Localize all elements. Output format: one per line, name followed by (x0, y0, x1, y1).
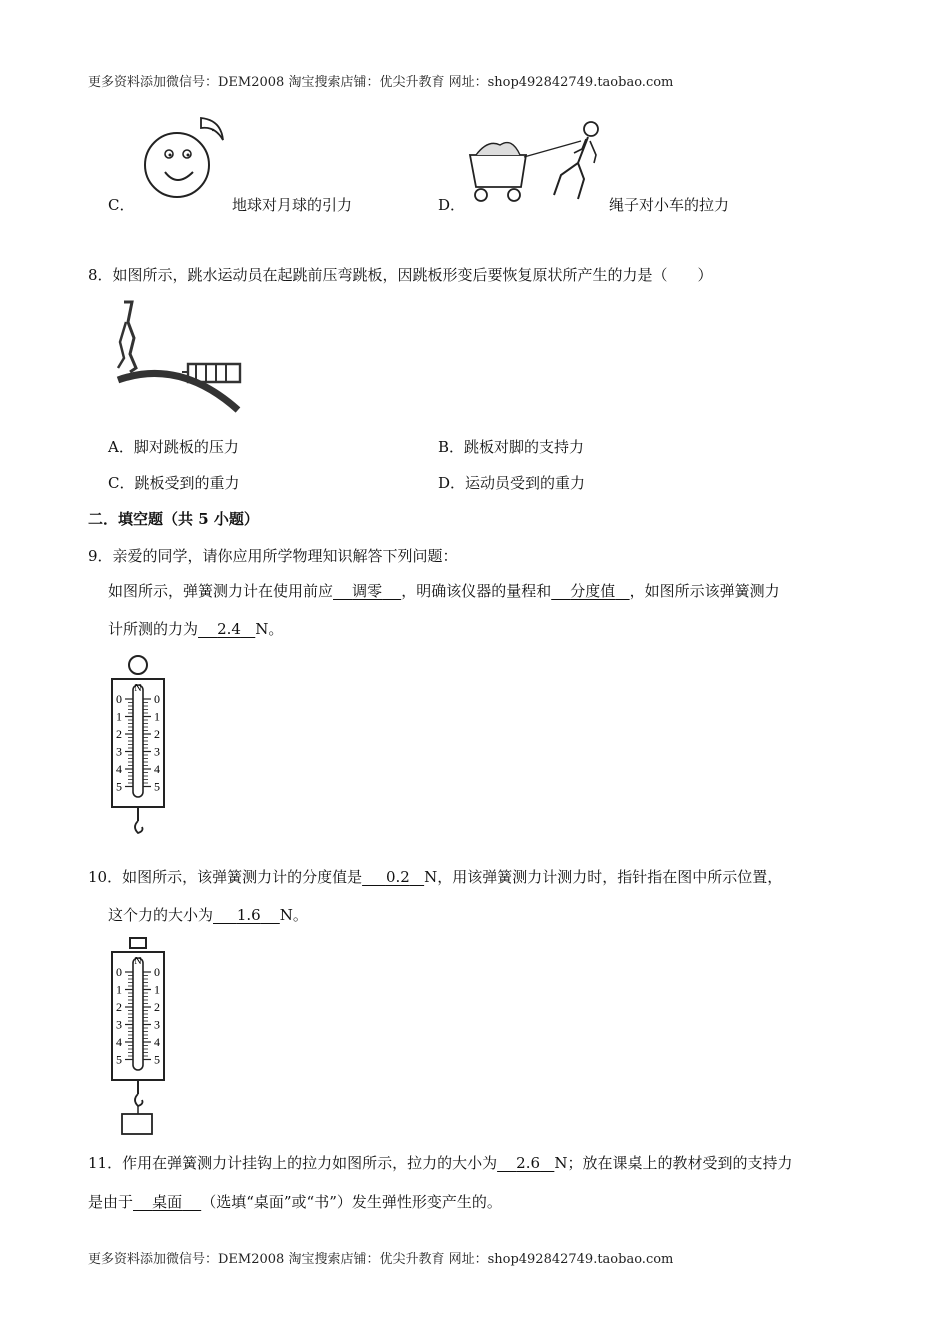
scale-tube (133, 685, 143, 797)
hook (135, 1094, 143, 1106)
tick-label-left: 0 (116, 692, 122, 706)
tick-label-right: 4 (154, 1035, 160, 1049)
tick-label-left: 0 (116, 965, 122, 979)
tick-label-left: 5 (116, 1052, 122, 1067)
q9-text-a: 如图所示，弹簧测力计在使用前应 (108, 582, 334, 600)
q11-line1 (88, 1152, 792, 1173)
tick-label-right: 4 (154, 762, 160, 776)
q11-text-c: 是由于 (88, 1193, 134, 1211)
weight-block (122, 1114, 152, 1134)
section-title: 二．填空题（共 5 小题） (88, 510, 259, 528)
q11-answer-1: 2.6 (516, 1154, 541, 1172)
tick-label-left: 1 (116, 709, 122, 724)
q11-text-d: （选填“桌面”或“书”）发生弹性形变产生的。 (201, 1193, 502, 1211)
spring-scale-q10 (108, 938, 178, 1128)
tick-label-left: 4 (116, 1035, 122, 1049)
q10-text-b: N，用该弹簧测力计测力时，指针指在图中所示位置， (424, 868, 783, 886)
hanger-ring (129, 656, 147, 674)
tick-label-left: 1 (116, 982, 122, 997)
earth-moon-figure (135, 110, 235, 210)
q10-answer-1: 0.2 (385, 868, 410, 886)
tick-label-left: 5 (116, 779, 122, 794)
tick-label-right: 0 (154, 692, 160, 706)
hanger-loop (130, 938, 146, 948)
q9-line2 (108, 618, 283, 639)
tick-label-left: 3 (116, 1017, 122, 1032)
q7-option-c-label: C． (108, 196, 135, 214)
q8-stem: 8．如图所示，跳水运动员在起跳前压弯跳板，因跳板形变后要恢复原状所产生的力是（ ） (88, 266, 713, 284)
q9-answer-2: 分度值 (570, 582, 616, 600)
q9-text-d: 计所测的力为 (108, 620, 199, 638)
tick-label-right: 3 (154, 1017, 160, 1032)
q11-line2 (88, 1191, 502, 1212)
tick-label-left: 3 (116, 744, 122, 759)
q7-option-d-label: D． (438, 196, 466, 214)
q11-answer-2: 桌面 (152, 1193, 183, 1211)
q7-option-d-text: 绳子对小车的拉力 (609, 196, 730, 214)
q9-line1 (108, 580, 780, 601)
q9-answer-3: 2.4 (217, 620, 241, 638)
q10-text-a: 10．如图所示，该弹簧测力计的分度值是 (88, 868, 363, 886)
q9-text-c: ，如图所示该弹簧测力 (629, 582, 780, 600)
diving-board-figure (110, 298, 250, 418)
tick-label-left: 2 (116, 1000, 122, 1014)
scale-tube (133, 958, 143, 1070)
q7-option-c-text: 地球对月球的引力 (232, 196, 353, 214)
tick-label-right: 0 (154, 965, 160, 979)
q9-text-b: ，明确该仪器的量程和 (401, 582, 552, 600)
cart-rope-figure (466, 115, 616, 210)
q11-text-a: 11．作用在弹簧测力计挂钩上的拉力如图所示，拉力的大小为 (88, 1154, 498, 1172)
q8-option-b: B．跳板对脚的支持力 (438, 438, 585, 456)
q10-line2 (108, 904, 308, 925)
q8-option-a: A．脚对跳板的压力 (108, 438, 239, 456)
q9-text-e: N。 (255, 620, 284, 638)
q9-answer-1: 调零 (352, 582, 383, 600)
tick-label-right: 1 (154, 709, 160, 724)
page-footer: 更多资料添加微信号：DEM2008 淘宝搜索店铺：优尖升教育 网址：shop492842749.taobao.com (88, 1252, 674, 1267)
tick-label-right: 5 (154, 1052, 160, 1067)
tick-label-left: 4 (116, 762, 122, 776)
tick-label-right: 2 (154, 1000, 160, 1014)
scale-unit: N (134, 683, 142, 694)
q11-text-b: N；放在课桌上的教材受到的支持力 (554, 1154, 793, 1172)
q10-line1 (88, 866, 782, 887)
tick-label-right: 3 (154, 744, 160, 759)
tick-label-right: 1 (154, 982, 160, 997)
tick-label-left: 2 (116, 727, 122, 741)
spring-scale-q9 (108, 655, 178, 835)
tick-label-right: 5 (154, 779, 160, 794)
q8-option-d: D．运动员受到的重力 (438, 474, 586, 492)
scale-unit: N (134, 956, 142, 967)
page-header: 更多资料添加微信号：DEM2008 淘宝搜索店铺：优尖升教育 网址：shop492842749.taobao.com (88, 75, 674, 90)
q8-option-c: C．跳板受到的重力 (108, 474, 240, 492)
hook (135, 821, 143, 833)
q9-stem: 9．亲爱的同学，请你应用所学物理知识解答下列问题： (88, 547, 458, 565)
q10-text-d: N。 (279, 906, 308, 924)
q10-answer-2: 1.6 (236, 906, 261, 924)
q10-text-c: 这个力的大小为 (108, 906, 214, 924)
tick-label-right: 2 (154, 727, 160, 741)
